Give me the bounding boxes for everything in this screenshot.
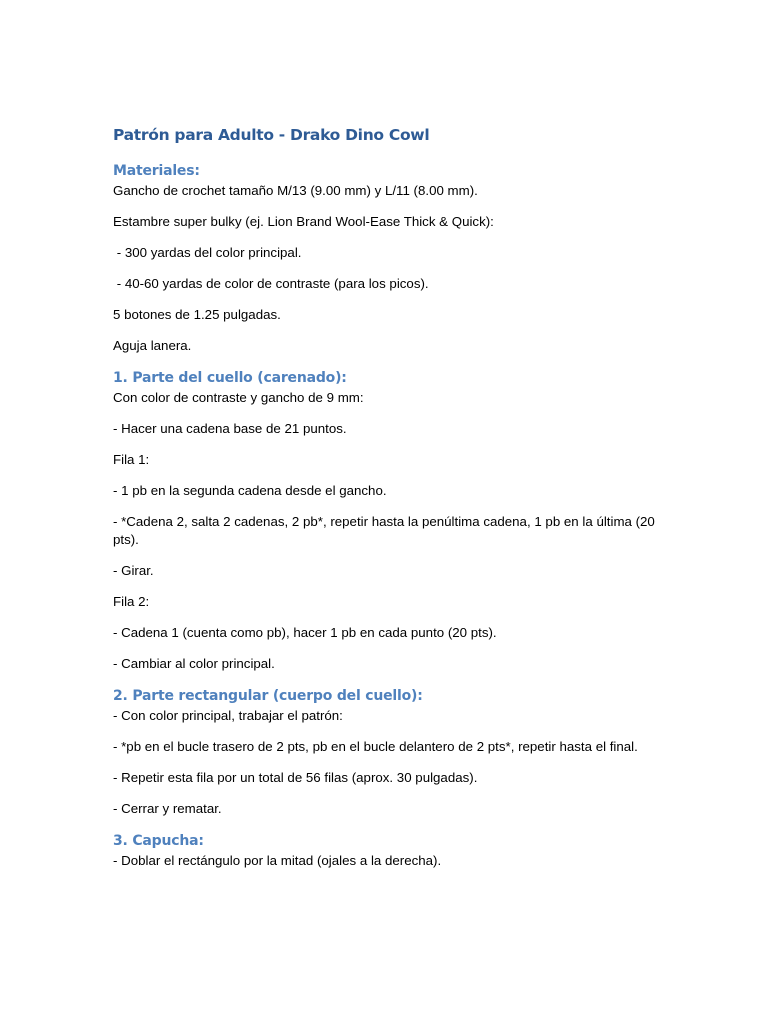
section-capucha bbox=[113, 831, 673, 870]
paragraph: - Repetir esta fila por un total de 56 filas (aprox. 30 pulgadas). bbox=[113, 770, 478, 785]
paragraph: Con color de contraste y gancho de 9 mm: bbox=[113, 390, 364, 405]
paragraph: Estambre super bulky (ej. Lion Brand Wool-Ease Thick & Quick): bbox=[113, 214, 494, 229]
paragraph: - *pb en el bucle trasero de 2 pts, pb en el bucle delantero de 2 pts*, repetir hasta el final. bbox=[113, 739, 638, 754]
paragraph: - *Cadena 2, salta 2 cadenas, 2 pb*, repetir hasta la penúltima cadena, 1 pb en la última (20 pts). bbox=[113, 514, 655, 547]
paragraph: Gancho de crochet tamaño M/13 (9.00 mm) y L/11 (8.00 mm). bbox=[113, 183, 478, 198]
section-heading: 2. Parte rectangular (cuerpo del cuello): bbox=[113, 688, 423, 704]
paragraph: Fila 2: bbox=[113, 594, 150, 609]
paragraph: - Hacer una cadena base de 21 puntos. bbox=[113, 421, 347, 436]
paragraph: - 1 pb en la segunda cadena desde el gancho. bbox=[113, 483, 387, 498]
paragraph: - 300 yardas del color principal. bbox=[113, 245, 302, 260]
paragraph: 5 botones de 1.25 pulgadas. bbox=[113, 307, 281, 322]
paragraph: - 40-60 yardas de color de contraste (para los picos). bbox=[113, 276, 429, 291]
document-page bbox=[113, 124, 673, 883]
paragraph: - Cerrar y rematar. bbox=[113, 801, 222, 816]
paragraph: - Doblar el rectángulo por la mitad (ojales a la derecha). bbox=[113, 853, 442, 868]
paragraph: - Cadena 1 (cuenta como pb), hacer 1 pb en cada punto (20 pts). bbox=[113, 625, 497, 640]
section-heading: 1. Parte del cuello (carenado): bbox=[113, 370, 347, 386]
section-parte-del-cuello bbox=[113, 368, 673, 673]
paragraph: Aguja lanera. bbox=[113, 338, 192, 353]
section-materiales bbox=[113, 161, 673, 355]
section-heading: Materiales: bbox=[113, 163, 200, 179]
document-title: Patrón para Adulto - Drako Dino Cowl bbox=[113, 126, 430, 144]
paragraph: - Girar. bbox=[113, 563, 154, 578]
section-parte-rectangular bbox=[113, 686, 673, 818]
section-heading: 3. Capucha: bbox=[113, 833, 204, 849]
paragraph: - Cambiar al color principal. bbox=[113, 656, 275, 671]
paragraph: Fila 1: bbox=[113, 452, 150, 467]
paragraph: - Con color principal, trabajar el patrón: bbox=[113, 708, 343, 723]
